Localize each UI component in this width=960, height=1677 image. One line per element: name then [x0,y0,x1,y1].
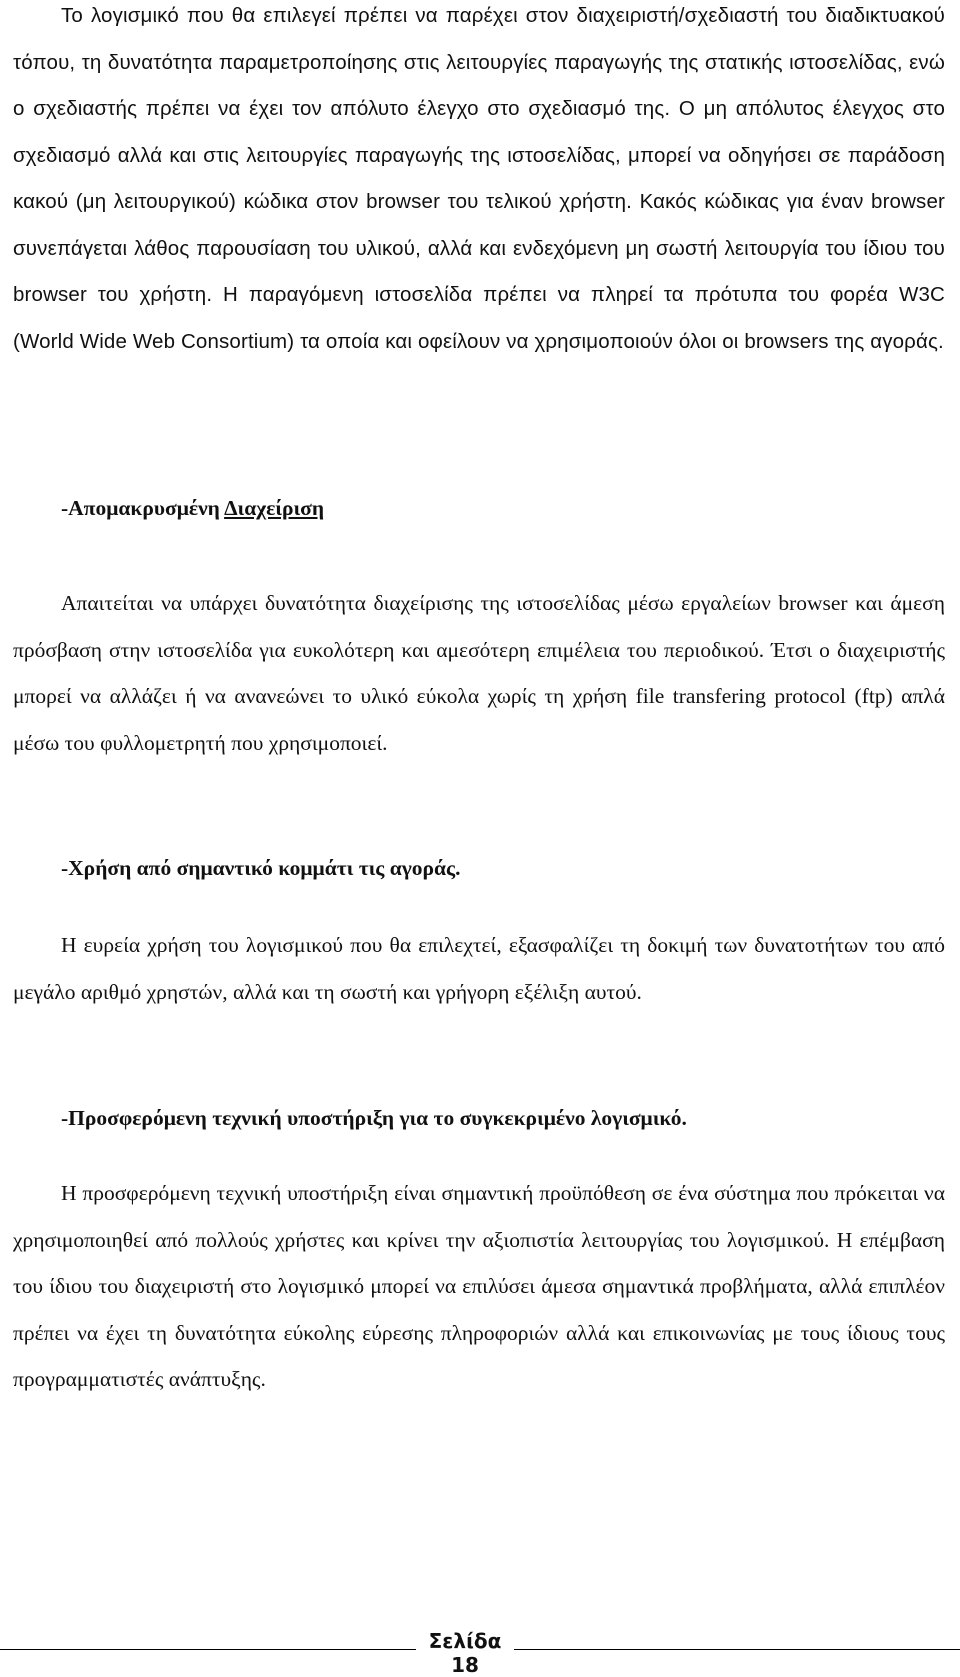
heading-remote-management-prefix: -Απομακρυσμένη [61,496,225,520]
footer-page-number: 18 [451,1653,479,1677]
page-footer [0,1612,960,1676]
footer-page-label: Σελίδα [428,1629,502,1653]
paragraph-market-usage: Η ευρεία χρήση του λογισμικού που θα επιλεχτεί, εξασφαλίζει τη δοκιμή των δυνατοτήτων του από μεγάλο αριθμό χρηστών, αλλά και τη σωστή και γρήγορη εξέλιξη αυτού. [13,933,945,1004]
paragraph-remote-management: Απαιτείται να υπάρχει δυνατότητα διαχείρισης της ιστοσελίδας μέσω εργαλείων browser και άμεση πρόσβαση στην ιστοσελίδα για ευκολότερη και αμεσότερη επιμέλεια του περιοδικού. Έτσι ο διαχειριστής μπορεί να αλλάζει ή να ανανεώνει το υλικό εύκολα χωρίς τη χρήση file transfering protocol (ftp) απλά μέσω του φυλλομετρητή που χρησιμοποιεί. [13,591,945,755]
paragraph-software-control: Το λογισμικό που θα επιλεγεί πρέπει να παρέχει στον διαχειριστή/σχεδιαστή του διαδικτυακού τόπου, τη δυνατότητα παραμετροποίησης στις λειτουργίες παραγωγής της στατικής ιστοσελίδας, ενώ ο σχεδιαστής πρέπει να έχει τον απόλυτο έλεγχο στο σχεδιασμό της. Ο μη απόλυτος έλεγχος στο σχεδιασμό αλλά και στις λειτουργίες παραγωγής της ιστοσελίδας, μπορεί να οδηγήσει σε παράδοση κακού (μη λειτουργικού) κώδικα στον browser του τελικού χρήστη. Κακός κώδικας για έναν browser συνεπάγεται λάθος παρουσίαση του υλικού, αλλά και ενδεχόμενη μη σωστή λειτουργία του ίδιου του browser του χρήστη. Η παραγόμενη ιστοσελίδα πρέπει να πληρεί τα πρότυπα του φορέα W3C (World Wide Web Consortium) τα οποία και οφείλουν να χρησιμοποιούν όλοι οι browsers της αγοράς. [13,4,945,353]
heading-remote-management [61,496,324,521]
heading-market-usage: -Χρήση από σημαντικό κομμάτι τις αγοράς. [61,856,461,880]
paragraph-technical-support: Η προσφερόμενη τεχνική υποστήριξη είναι σημαντική προϋπόθεση σε ένα σύστημα που πρόκειται να χρησιμοποιηθεί από πολλούς χρήστες και κρίνει την αξιοπιστία λειτουργίας του λογισμικού. Η επέμβαση του ίδιου του διαχειριστή στο λογισμικό μπορεί να επιλύσει άμεσα σημαντικά προβλήματα, αλλά επιπλέον πρέπει να έχει τη δυνατότητα εύκολης εύρεσης πληροφοριών αλλά και επικοινωνίας με τους ίδιους τους προγραμματιστές ανάπτυξης. [13,1181,945,1391]
heading-technical-support: -Προσφερόμενη τεχνική υποστήριξη για το συγκεκριμένο λογισμικό. [61,1106,687,1130]
heading-remote-management-underlined: Διαχείριση [224,496,325,520]
